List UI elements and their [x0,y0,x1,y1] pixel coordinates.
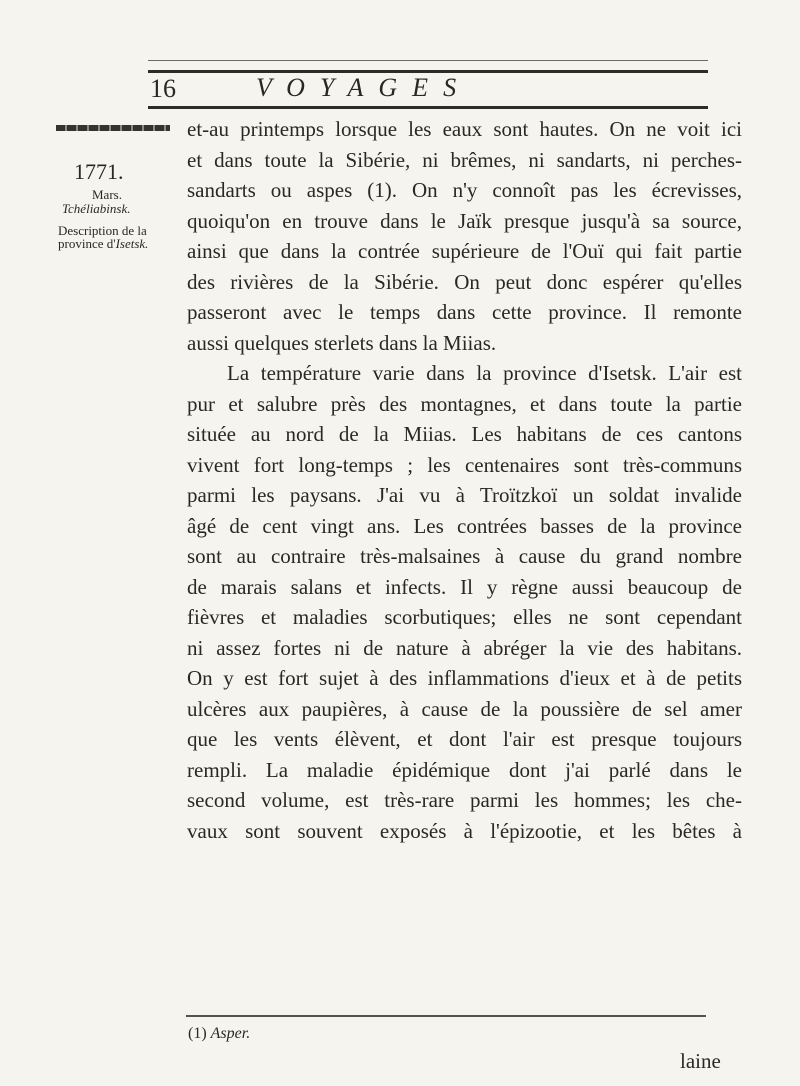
text-line: second volume, est très-rare parmi les hommes; les che- [187,788,742,812]
margin-description-province: province d' [58,236,116,251]
top-thin-rule [148,60,708,61]
margin-description-line-1: Description de la [58,223,147,238]
text-line: sandarts ou aspes (1). On n'y connoît pas les écrevisses, [187,178,742,202]
margin-description [58,224,176,250]
text-line: passeront avec le temps dans cette province. Il remonte [187,300,742,324]
footnote-rule [186,1015,706,1017]
text-line: quoiqu'on en trouve dans le Jaïk presque jusqu'à sa source, [187,208,742,233]
text-line: pur et salubre près des montagnes, et dans toute la partie [187,391,742,416]
text-line: rempli. La maladie épidémique dont j'ai parlé dans le [187,757,742,782]
text-line: aussi quelques sterlets dans la Miias. [187,330,497,355]
text-line: ni assez fortes ni de nature à abréger la vie des habitans. [187,635,742,660]
page-number: 16 [150,74,176,103]
text-line: que les vents élèvent, et dont l'air est presque toujours [187,727,742,751]
text-line: fièvres et maladies scorbutiques; elles ne sont cependant [187,605,742,629]
catchword: laine [680,1049,721,1073]
margin-description-line-2 [58,237,176,250]
margin-ornament-rule [56,125,170,131]
footnote [188,1024,250,1044]
running-head: VOYAGES [256,73,472,102]
text-line: vivent fort long-temps ; les centenaires sont très-communs [187,452,742,477]
text-line: âgé de cent vingt ans. Les contrées basses de la province [187,513,742,538]
text-line: située au nord de la Miias. Les habitans de ces cantons [187,422,742,446]
header-rule [148,106,708,109]
margin-year: 1771. [74,159,124,184]
margin-description-place-name: Isetsk. [115,236,149,251]
text-line: La température varie dans la province d'Isetsk. L'air est [227,361,742,385]
text-line: et dans toute la Sibérie, ni brêmes, ni sandarts, ni perches- [187,147,742,172]
footnote-text: Asper. [210,1025,251,1042]
text-line: parmi les paysans. J'ai vu à Troïtzkoï un soldat invalide [187,483,742,507]
margin-month: Mars. [92,187,122,202]
text-line: sont au contraire très-malsaines à cause du grand nombre [187,544,742,568]
body-text [187,114,742,846]
text-line: ulcères aux paupières, à cause de la poussière de sel amer [187,696,742,721]
text-line: ainsi que dans la contrée supérieure de l'Ouï qui fait partie [187,239,742,263]
text-line: vaux sont souvent exposés à l'épizootie, et les bêtes à [187,818,742,843]
text-line: de marais salans et infects. Il y règne aussi beaucoup de [187,574,742,599]
margin-place: Tchéliabinsk. [62,201,131,216]
footnote-marker: (1) [188,1025,207,1042]
text-line: et-au printemps lorsque les eaux sont hautes. On ne voit ici [187,117,742,141]
text-line: On y est fort sujet à des inflammations d'ieux et à de petits [187,666,742,690]
text-line: des rivières de la Sibérie. On peut donc espérer qu'elles [187,269,742,294]
